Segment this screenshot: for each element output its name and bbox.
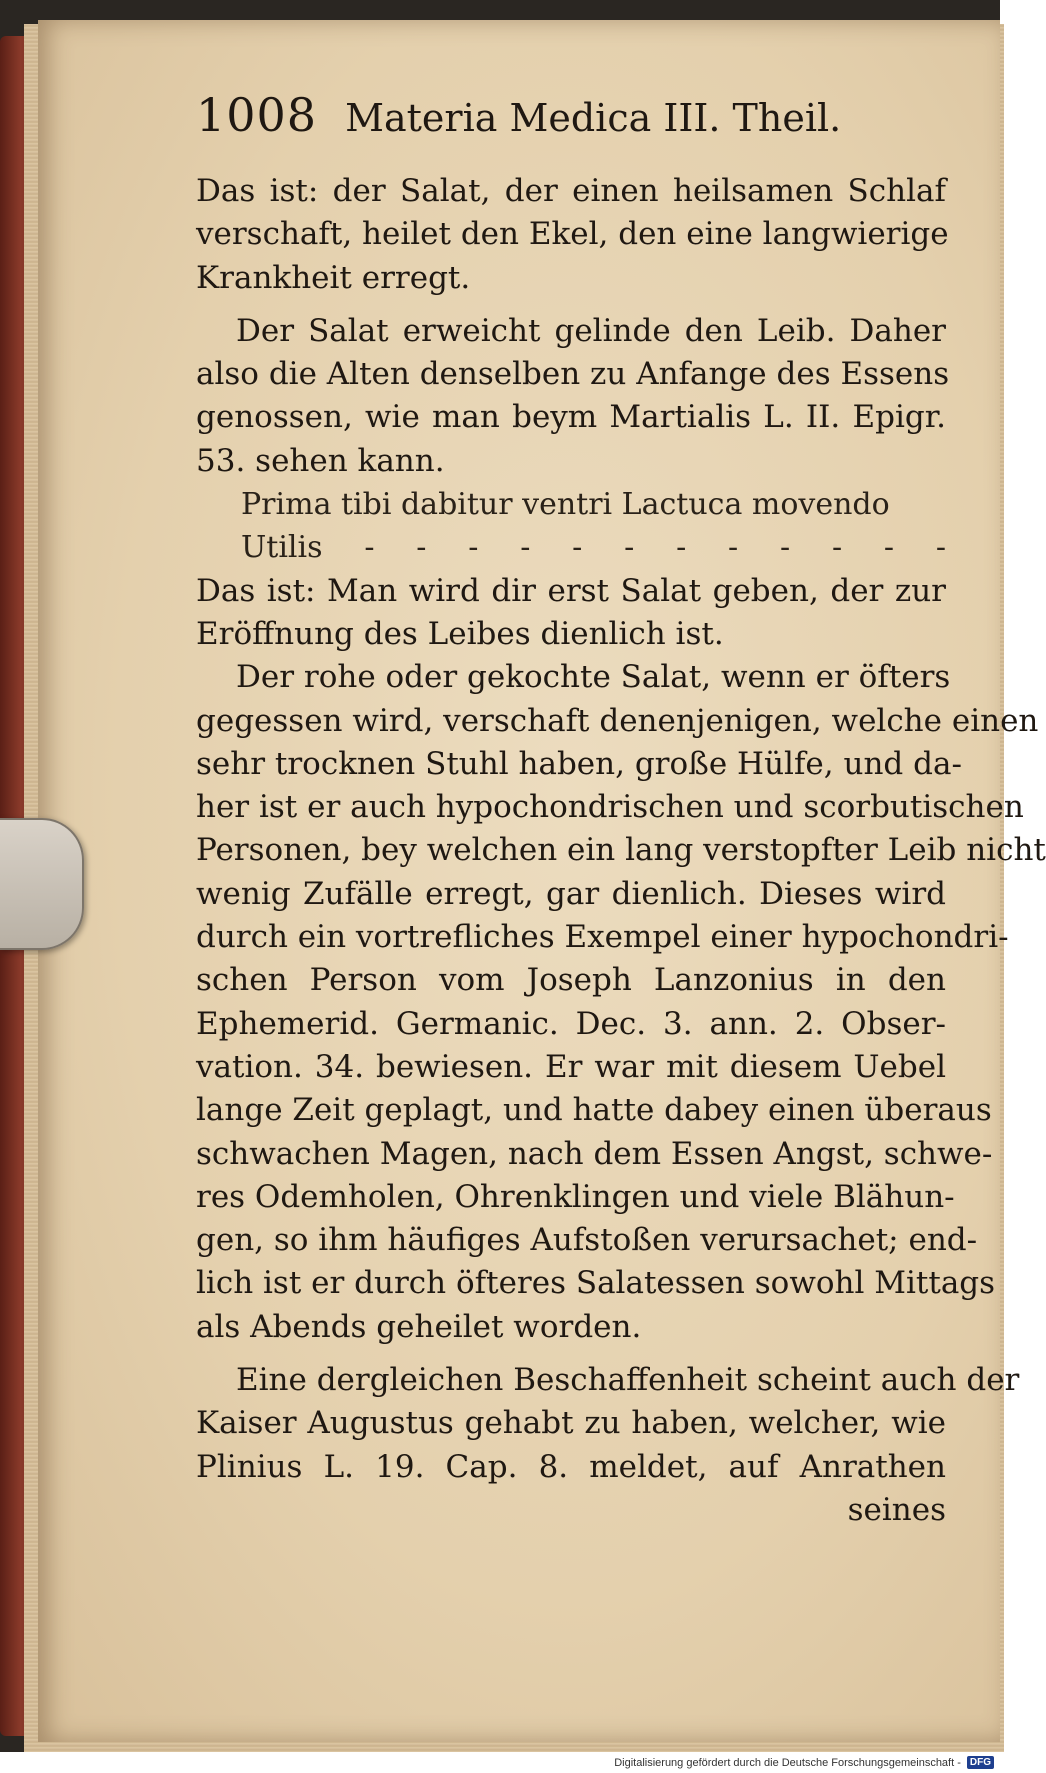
text-line: schwachen Magen, nach dem Essen Angst, schwe- xyxy=(196,1135,993,1172)
text-line: Ephemerid. Germanic. Dec. 3. ann. 2. Obser- xyxy=(196,1005,946,1042)
text-line: sehr trocknen Stuhl haben, große Hülfe, und da- xyxy=(196,745,962,782)
text-line: durch ein vortrefliches Exempel einer hypochondri- xyxy=(196,919,1009,956)
text-line: 53. sehen kann. xyxy=(196,442,445,479)
text-line: Das ist: Man wird dir erst Salat geben, der zur xyxy=(196,572,946,609)
text-line: Plinius L. 19. Cap. 8. meldet, auf Anrathen xyxy=(196,1448,946,1485)
text-line: genossen, wie man beym Martialis L. II. Epigr. xyxy=(196,399,946,436)
latin-verse-line: Utilis - - - - - - - - - - - - xyxy=(241,530,946,566)
latin-verse-line: Prima tibi dabitur ventri Lactuca movendo xyxy=(241,487,890,523)
page-number: 1008 xyxy=(196,88,318,142)
page-header xyxy=(196,88,946,156)
text-line: wenig Zufälle erregt, gar dienlich. Dieses wird xyxy=(196,875,946,912)
text-line: Personen, bey welchen ein lang verstopfter Leib nicht xyxy=(196,832,1046,869)
text-line: Der rohe oder gekochte Salat, wenn er öfters xyxy=(236,659,951,696)
catchword: seines xyxy=(847,1491,946,1528)
text-line: gen, so ihm häufiges Aufstoßen verursachet; end- xyxy=(196,1222,978,1259)
running-head: Materia Medica III. Theil. xyxy=(345,96,842,140)
text-line: lange Zeit geplagt, und hatte dabey einen überaus xyxy=(196,1092,992,1129)
text-line: Eine dergleichen Beschaffenheit scheint auch der xyxy=(236,1362,1020,1399)
paragraph-gap xyxy=(196,300,946,310)
text-line: lich ist er durch öfteres Salatessen sowohl Mittags xyxy=(196,1265,996,1302)
text-line: Krankheit erregt. xyxy=(196,259,471,296)
text-line: res Odemholen, Ohrenklingen und viele Blähun- xyxy=(196,1178,955,1215)
paragraph-gap xyxy=(196,1349,946,1359)
digitization-credit: Digitalisierung gefördert durch die Deutsche Forschungsgemeinschaft - xyxy=(614,1756,961,1769)
text-line: als Abends geheilet worden. xyxy=(196,1308,642,1345)
dfg-logo-icon: DFG xyxy=(967,1756,994,1769)
text-line: vation. 34. bewiesen. Er war mit diesem Uebel xyxy=(196,1048,946,1085)
text-block xyxy=(196,88,1046,1532)
text-line: also die Alten denselben zu Anfange des Essens xyxy=(196,356,950,393)
digitization-footer xyxy=(0,1752,1000,1773)
text-line: Der Salat erweicht gelinde den Leib. Daher xyxy=(236,312,946,349)
text-line: schen Person vom Joseph Lanzonius in den xyxy=(196,962,946,999)
book-clasp xyxy=(0,818,84,950)
text-line: Kaiser Augustus gehabt zu haben, welcher, wie xyxy=(196,1405,946,1442)
text-line: her ist er auch hypochondrischen und scorbutischen xyxy=(196,789,1024,826)
text-line: Eröffnung des Leibes dienlich ist. xyxy=(196,615,724,652)
text-line: Das ist: der Salat, der einen heilsamen Schlaf xyxy=(196,173,946,209)
text-line: gegessen wird, verschaft denenjenigen, welche einen xyxy=(196,702,1039,739)
text-line: verschaft, heilet den Ekel, den eine langwierige xyxy=(196,216,949,253)
